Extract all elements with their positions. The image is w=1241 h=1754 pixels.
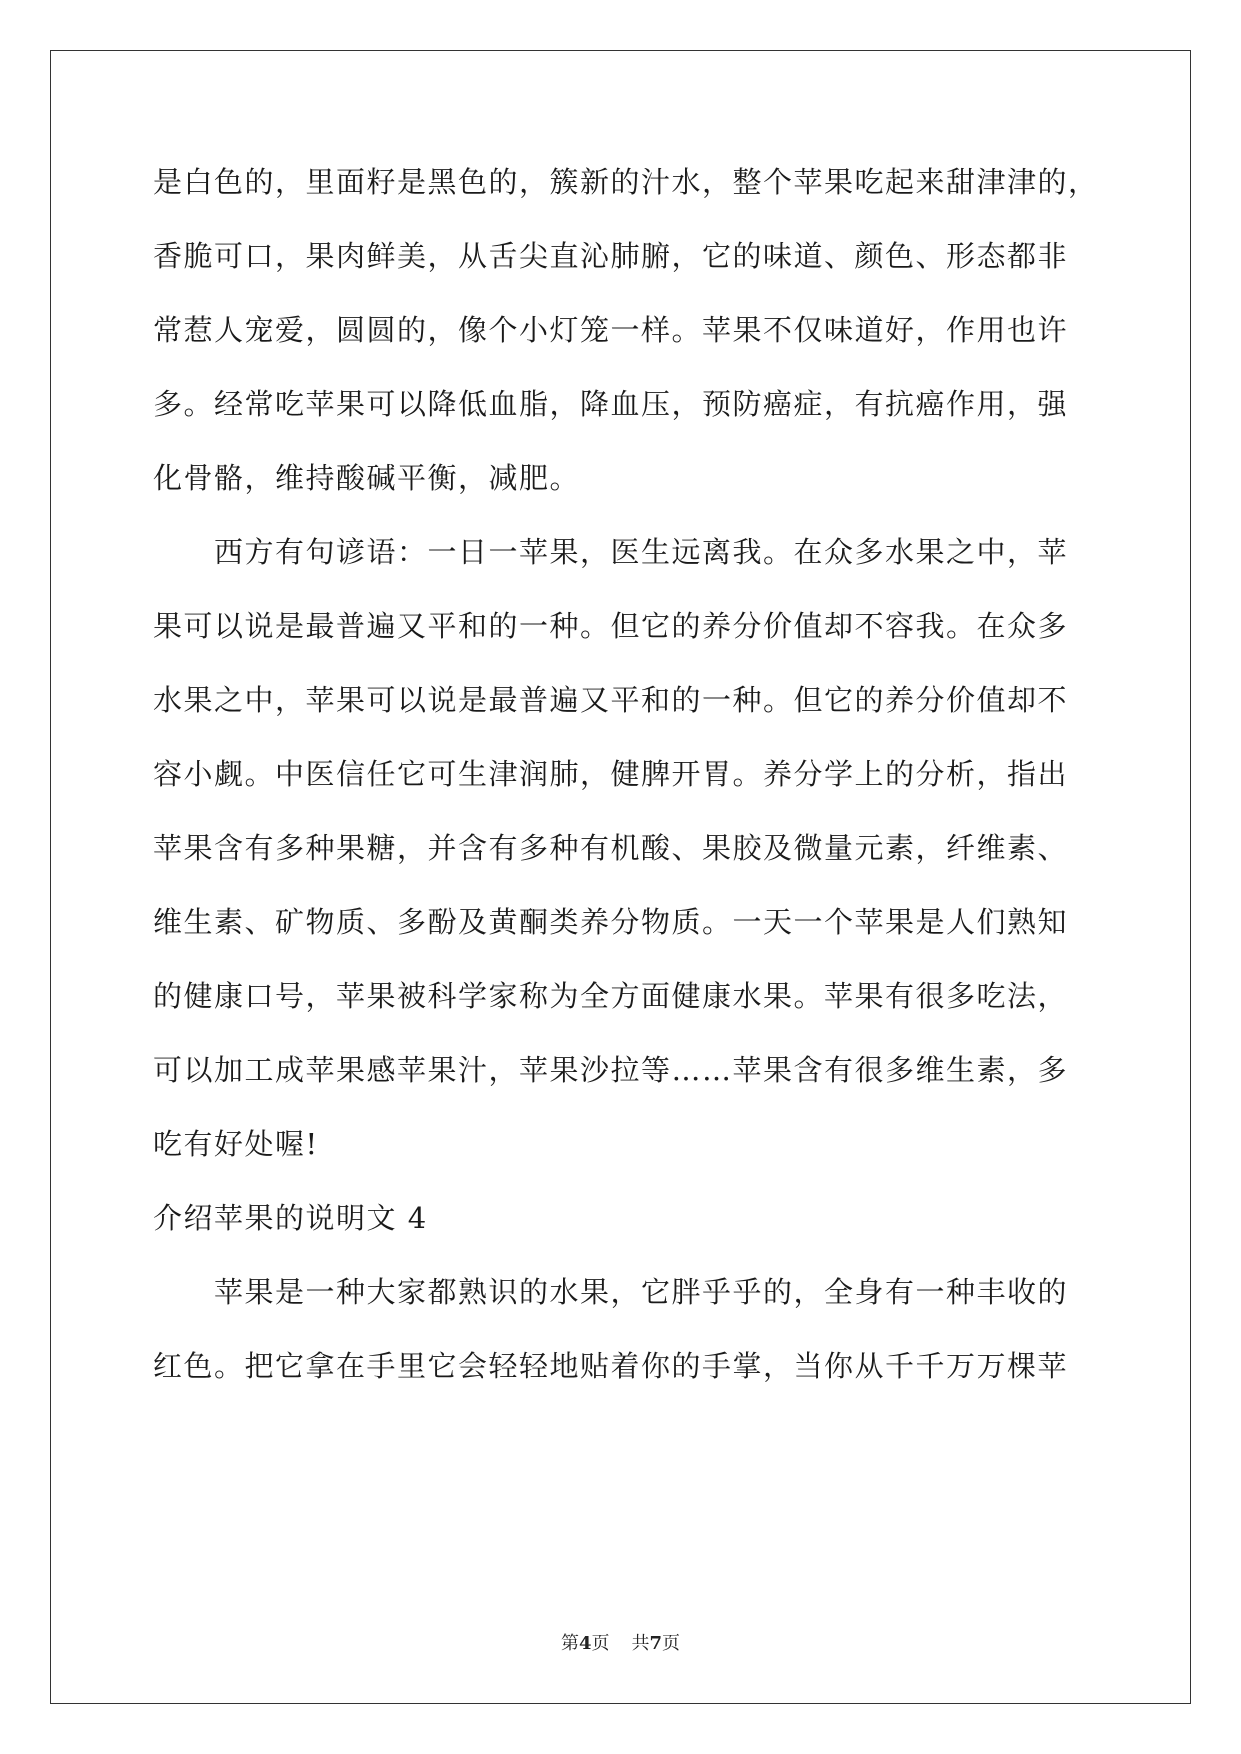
text-line: 西方有句谚语：一日一苹果，医生远离我。在众多水果之中，苹 [153,535,1069,569]
total-pages-prefix: 共 [631,1633,650,1654]
text-line: 水果之中，苹果可以说是最普遍又平和的一种。但它的养分价值却不 [153,683,1069,717]
text-line: 红色。把它拿在手里它会轻轻地贴着你的手掌，当你从千千万万棵苹 [153,1349,1069,1383]
text-line: 苹果是一种大家都熟识的水果，它胖乎乎的，全身有一种丰收的 [153,1275,1069,1309]
page-footer [0,1632,1241,1656]
text-line: 香脆可口，果肉鲜美，从舌尖直沁肺腑，它的味道、颜色、形态都非 [153,239,1069,273]
text-line: 常惹人宠爱，圆圆的，像个小灯笼一样。苹果不仅味道好，作用也许 [153,313,1069,347]
page-number-prefix: 第 [560,1633,579,1654]
text-line: 维生素、矿物质、多酚及黄酮类养分物质。一天一个苹果是人们熟知 [153,905,1069,939]
text-line: 果可以说是最普遍又平和的一种。但它的养分价值却不容我。在众多 [153,609,1069,643]
page-border [50,50,1191,1704]
text-line: 化骨骼，维持酸碱平衡，减肥。 [153,461,581,495]
text-line: 容小觑。中医信任它可生津润肺，健脾开胃。养分学上的分析，指出 [153,757,1069,791]
page-number-suffix: 页 [591,1633,610,1654]
text-line: 的健康口号，苹果被科学家称为全方面健康水果。苹果有很多吃法， [153,979,1069,1013]
text-line: 可以加工成苹果感苹果汁，苹果沙拉等……苹果含有很多维生素，多 [153,1053,1069,1087]
text-line: 吃有好处喔! [153,1127,319,1161]
section-heading: 介绍苹果的说明文 4 [153,1201,428,1235]
page-number: 4 [578,1633,592,1654]
total-pages-suffix: 页 [662,1633,681,1654]
total-pages: 7 [649,1633,663,1654]
text-line: 是白色的，里面籽是黑色的，簇新的汁水，整个苹果吃起来甜津津的， [153,165,1099,199]
text-line: 多。经常吃苹果可以降低血脂，降血压，预防癌症，有抗癌作用，强 [153,387,1069,421]
text-line: 苹果含有多种果糖，并含有多种有机酸、果胶及微量元素，纤维素、 [153,831,1069,865]
